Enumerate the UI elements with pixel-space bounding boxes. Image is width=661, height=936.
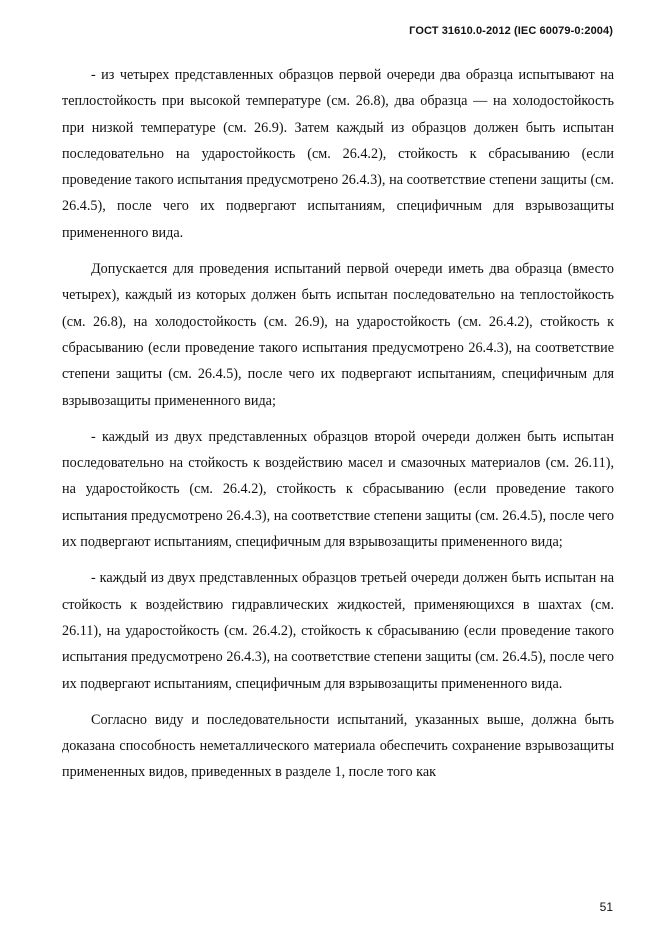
paragraph-first-queue: - из четырех представленных образцов первой очереди два образца испытывают на теплостойкость при высокой температуре (см. 26.8), два образца — на холодостойкость при низкой температуре (см. 26.9). Затем каждый из образцов должен быть испытан последовательно на ударостойкость (см. 26.4.2), стойкость к сбрасыванию (если проведение такого испытания предусмотрено 26.4.3), на соответствие степени защиты (см. 26.4.5), после чего их подвергают испытаниям, специфичным для взрывозащиты примененного вида.	[62, 67, 614, 241]
document-body	[62, 62, 614, 796]
document-header: ГОСТ 31610.0-2012 (IEC 60079-0:2004)	[409, 25, 613, 37]
paragraph-first-queue-alternative: Допускается для проведения испытаний первой очереди иметь два образца (вместо четырех), каждый из которых должен быть испытан последовательно на теплостойкость (см. 26.8), на холодостойкость (см. 26.9), на ударостойкость (см. 26.4.2), стойкость к сбрасыванию (если проведение такого испытания предусмотрено 26.4.3), на соответствие степени защиты (см. 26.4.5), после чего их подвергают испытаниям, специфичным для взрывозащиты примененного вида;	[62, 261, 614, 409]
paragraph-second-queue: - каждый из двух представленных образцов второй очереди должен быть испытан последовательно на стойкость к воздействию масел и смазочных материалов (см. 26.11), на ударостойкость (см. 26.4.2), стойкость к сбрасыванию (если проведение такого испытания предусмотрено 26.4.3), на соответствие степени защиты (см. 26.4.5), после чего их подвергают испытаниям, специфичным для взрывозащиты примененного вида;	[62, 428, 614, 551]
paragraph-conclusion: Согласно виду и последовательности испытаний, указанных выше, должна быть доказана способность неметаллического материала обеспечить сохранение взрывозащиты примененных видов, приведенных в разделе 1, после того как	[62, 711, 614, 781]
paragraph-third-queue: - каждый из двух представленных образцов третьей очереди должен быть испытан на стойкость к воздействию гидравлических жидкостей, применяющихся в шахтах (см. 26.11), на ударостойкость (см. 26.4.2), стойкость к сбрасыванию (если проведение такого испытания предусмотрено 26.4.3), на соответствие степени защиты (см. 26.4.5), после чего их подвергают испытаниям, специфичным для взрывозащиты примененного вида.	[62, 570, 614, 692]
page-number: 51	[599, 900, 613, 914]
